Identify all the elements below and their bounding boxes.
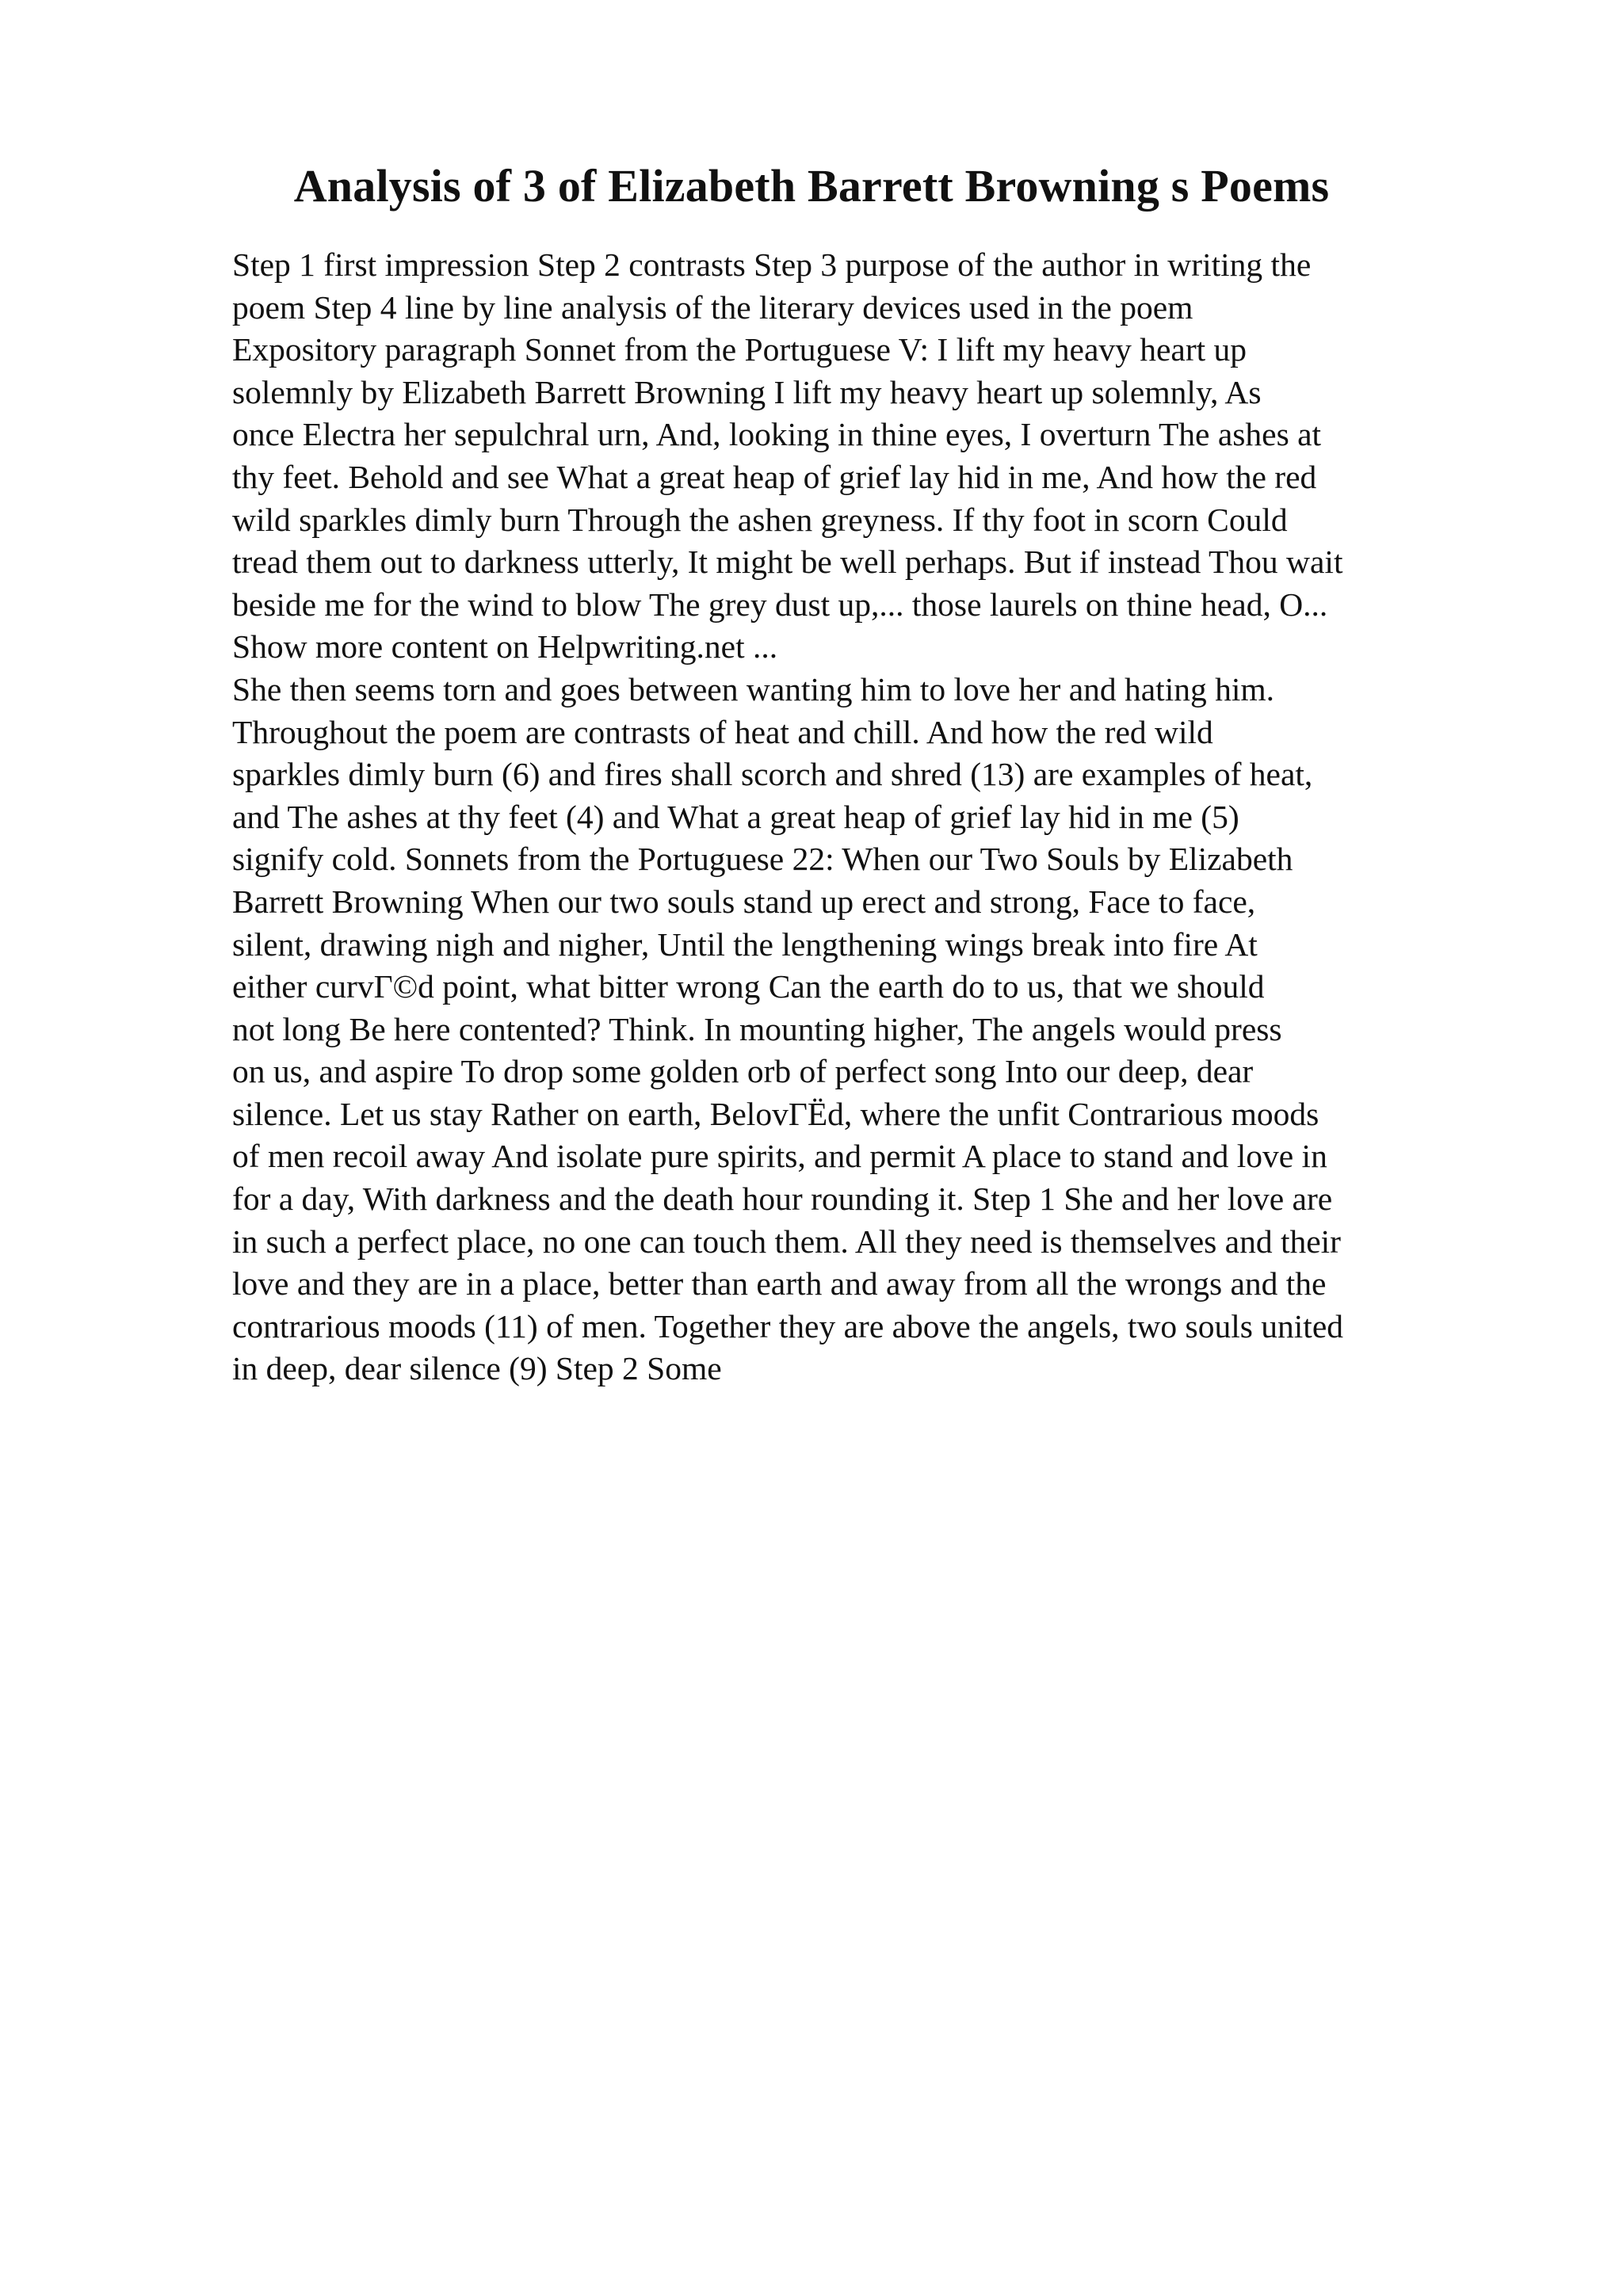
body-line: sparkles dimly burn (6) and fires shall scorch and shred (13) are examples of heat, bbox=[232, 756, 1313, 793]
body-line: in such a perfect place, no one can touch them. All they need is themselves and their bbox=[232, 1222, 1342, 1260]
body-line: beside me for the wind to blow The grey dust up,... those laurels on thine head, O... bbox=[232, 585, 1328, 623]
body-line: signify cold. Sonnets from the Portuguese 22: When our Two Souls by Elizabeth bbox=[232, 841, 1293, 878]
body-line: love and they are in a place, better than earth and away from all the wrongs and the bbox=[232, 1265, 1327, 1302]
body-line: wild sparkles dimly burn Through the ashen greyness. If thy foot in scorn Could bbox=[232, 501, 1288, 538]
body-line: and The ashes at thy feet (4) and What a great heap of grief lay hid in me (5) bbox=[232, 798, 1239, 835]
body-line: once Electra her sepulchral urn, And, looking in thine eyes, I overturn The ashes at bbox=[232, 416, 1322, 453]
body-line: thy feet. Behold and see What a great heap of grief lay hid in me, And how the red bbox=[232, 458, 1317, 495]
body-line: Barrett Browning When our two souls stand up erect and strong, Face to face, bbox=[232, 883, 1256, 920]
body-line: not long Be here contented? Think. In mounting higher, The angels would press bbox=[232, 1010, 1282, 1047]
body-line: in deep, dear silence (9) Step 2 Some bbox=[232, 1350, 722, 1387]
body-line: of men recoil away And isolate pure spirits, and permit A place to stand and love in bbox=[232, 1138, 1327, 1175]
body-line: tread them out to darkness utterly, It might be well perhaps. But if instead Thou wait bbox=[232, 543, 1343, 581]
body-line: contrarious moods (11) of men. Together they are above the angels, two souls united bbox=[232, 1307, 1343, 1344]
body-line: Expository paragraph Sonnet from the Portuguese V: I lift my heavy heart up bbox=[232, 331, 1247, 368]
body-line: Step 1 first impression Step 2 contrasts Step 3 purpose of the author in writing the bbox=[232, 246, 1312, 283]
body-line: silent, drawing nigh and nigher, Until the lengthening wings break into fire At bbox=[232, 925, 1258, 963]
body-line: on us, and aspire To drop some golden orb of perfect song Into our deep, dear bbox=[232, 1053, 1254, 1090]
body-line: for a day, With darkness and the death hour rounding it. Step 1 She and her love are bbox=[232, 1180, 1333, 1218]
show-more-link[interactable]: Show more content on Helpwriting.net ... bbox=[232, 628, 778, 666]
document-title: Analysis of 3 of Elizabeth Barrett Browning s Poems bbox=[293, 160, 1330, 212]
body-line: silence. Let us stay Rather on earth, BelovΓËd, where the unfit Contrarious moods bbox=[232, 1095, 1319, 1132]
document-body bbox=[232, 244, 1516, 1390]
body-line: solemnly by Elizabeth Barrett Browning I lift my heavy heart up solemnly, As bbox=[232, 373, 1262, 410]
body-line: She then seems torn and goes between wanting him to love her and hating him. bbox=[232, 670, 1275, 707]
body-line: poem Step 4 line by line analysis of the literary devices used in the poem bbox=[232, 288, 1193, 326]
body-line: either curvΓ©d point, what bitter wrong Can the earth do to us, that we should bbox=[232, 968, 1265, 1005]
body-line: Throughout the poem are contrasts of heat and chill. And how the red wild bbox=[232, 713, 1213, 750]
